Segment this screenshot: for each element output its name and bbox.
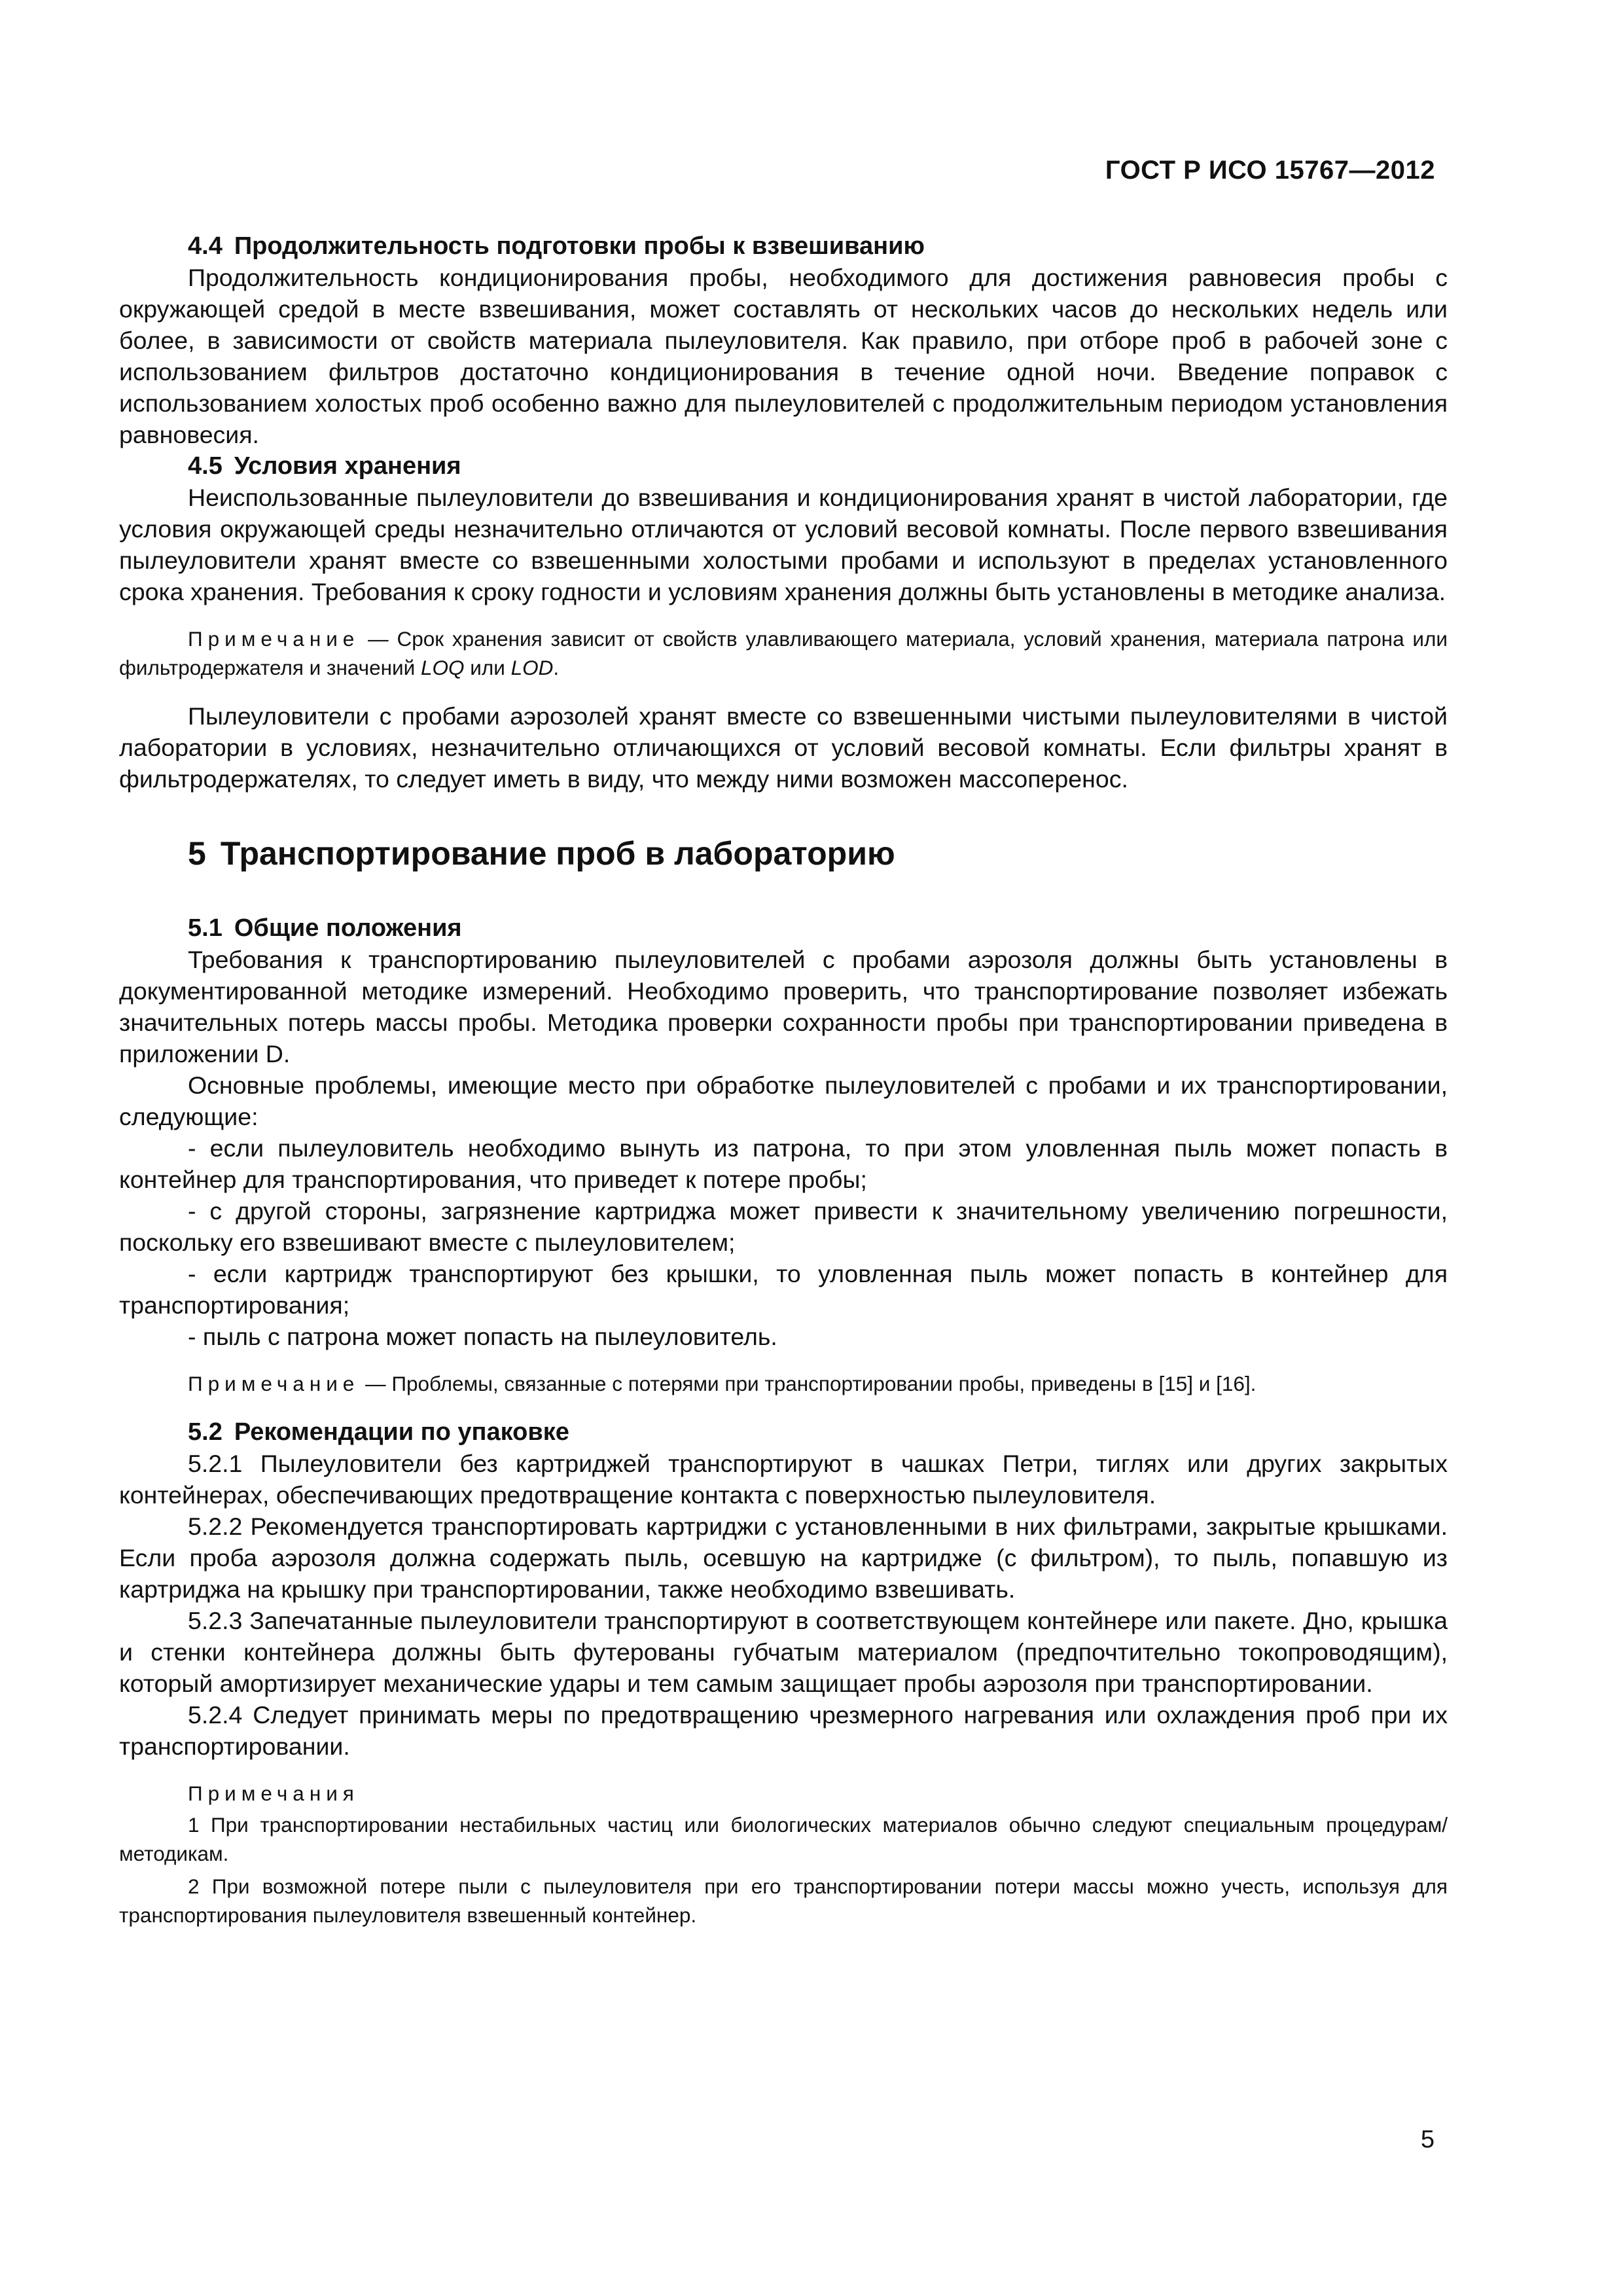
page-content: [119, 230, 1448, 1933]
notes-block: [119, 1779, 1448, 1929]
note: [119, 1369, 1448, 1398]
subsection-5-2-heading: [119, 1416, 1448, 1448]
subsection-4-4-heading: [119, 230, 1448, 262]
subsection-title: Общие положения: [234, 914, 462, 942]
paragraph: Продолжительность кондиционирования пробы, необходимого для достижения равновесия пробы с окружающей средой в месте взвешивания, может составлять от нескольких часов до нескольких недель или более, в зависимости от свойств материала пылеуловителя. Как правило, при отборе проб в рабочей зоне с использованием фильтров достаточно кондиционирования в течение одной ночи. Введение поправок с использованием холостых проб особенно важно для пылеуловителей с продолжительным периодом установления равновесия.: [119, 264, 1448, 448]
subsection-number: 5.1: [188, 914, 223, 942]
note-2: 2 При возможной потере пыли с пылеуловителя при его транспортировании потери массы можно учесть, используя для транспортирования пылеуловителя взвешенный контейнер.: [119, 1874, 1448, 1927]
section-number: 5: [188, 835, 206, 872]
list-item: - если пылеуловитель необходимо вынуть из патрона, то при этом уловленная пыль может попасть в контейнер для транспортирования, что приведет к потере пробы;: [119, 1134, 1448, 1193]
note-text: или: [464, 656, 511, 679]
paragraph: Пылеуловители с пробами аэрозолей хранят вместе со взвешенными чистыми пылеуловителями в чистой лаборатории в условиях, незначительно отличающихся от условий весовой комнаты. Если фильтры хранят в фильтродержателях, то следует иметь в виду, что между ними возможен массоперенос.: [119, 702, 1448, 793]
clause-5-2-4: 5.2.4 Следует принимать меры по предотвращению чрезмерного нагревания или охлаждения проб при их транспортировании.: [119, 1701, 1448, 1760]
paragraph: Требования к транспортированию пылеуловителей с пробами аэрозоля должны быть установлены в документированной методике измерений. Необходимо проверить, что транспортирование позволяет избежать значительных потерь массы пробы. Методика проверки сохранности пробы при транспортировании приведена в приложении D.: [119, 946, 1448, 1067]
note-label: Примечание: [188, 1372, 360, 1395]
note-text: — Срок хранения зависит от свойств улавливающего материала, условий хранения, материала патрона или фильтродержателя и значений: [119, 627, 1448, 679]
clause-5-2-3: 5.2.3 Запечатанные пылеуловители транспортируют в соответствующем контейнере или пакете. Дно, крышка и стенки контейнера должны быть футерованы губчатым материалом (предпочтительно токопроводящим), который амортизирует механические удары и тем самым защищает пробы аэрозоля при транспортировании.: [119, 1607, 1448, 1697]
subsection-title: Условия хранения: [234, 452, 461, 480]
subsection-number: 4.4: [188, 232, 223, 260]
subsection-title: Рекомендации по упаковке: [234, 1418, 569, 1446]
subsection-5-1-heading: [119, 912, 1448, 944]
note-text: — Проблемы, связанные с потерями при транспортировании пробы, приведены в [15] и [16].: [359, 1372, 1257, 1395]
clause-5-2-2: 5.2.2 Рекомендуется транспортировать картриджи с установленными в них фильтрами, закрытые крышками. Если проба аэрозоля должна содержать пыль, осевшую на картридже (с фильтром), то пыль, попавшую из картриджа на крышку при транспортировании, также необходимо взвешивать.: [119, 1513, 1448, 1603]
paragraph: Неиспользованные пылеуловители до взвешивания и кондиционирования хранят в чистой лаборатории, где условия окружающей среды незначительно отличаются от условий весовой комнаты. После первого взвешивания пылеуловители хранят вместе со взвешенными холостыми пробами и используют в пределах установленного срока хранения. Требования к сроку годности и условиям хранения должны быть установлены в методике анализа.: [119, 484, 1448, 605]
page-number: 5: [1420, 2126, 1435, 2153]
subsection-number: 5.2: [188, 1418, 223, 1446]
standard-code-header: ГОСТ Р ИСО 15767—2012: [1105, 156, 1435, 185]
paragraph: Основные проблемы, имеющие место при обработке пылеуловителей с пробами и их транспортировании, следующие:: [119, 1071, 1448, 1130]
list-item: - с другой стороны, загрязнение картриджа может привести к значительному увеличению погрешности, поскольку его взвешивают вместе с пылеуловителем;: [119, 1197, 1448, 1256]
note-1: 1 При транспортировании нестабильных частиц или биологических материалов обычно следуют специальным процедурам/методикам.: [119, 1813, 1448, 1865]
clause-5-2-1: 5.2.1 Пылеуловители без картриджей транспортируют в чашках Петри, тиглях или других закрытых контейнерах, обеспечивающих предотвращение контакта с поверхностью пылеуловителя.: [119, 1450, 1448, 1509]
list-item: - пыль с патрона может попасть на пылеуловитель.: [188, 1323, 777, 1350]
note-loq: LOQ: [420, 656, 465, 679]
note-text: .: [553, 656, 560, 679]
subsection-4-5-heading: [119, 450, 1448, 482]
note: [119, 624, 1448, 682]
note-label: Примечание: [188, 627, 360, 651]
note-lod: LOD: [510, 656, 554, 679]
notes-title: Примечания: [188, 1782, 359, 1805]
section-5-heading: [188, 834, 1448, 873]
list-item: - если картридж транспортируют без крышки, то уловленная пыль может попасть в контейнер для транспортирования;: [119, 1260, 1448, 1319]
subsection-title: Продолжительность подготовки пробы к взвешиванию: [234, 232, 925, 260]
subsection-number: 4.5: [188, 452, 223, 480]
section-title: Транспортирование проб в лабораторию: [220, 835, 895, 872]
